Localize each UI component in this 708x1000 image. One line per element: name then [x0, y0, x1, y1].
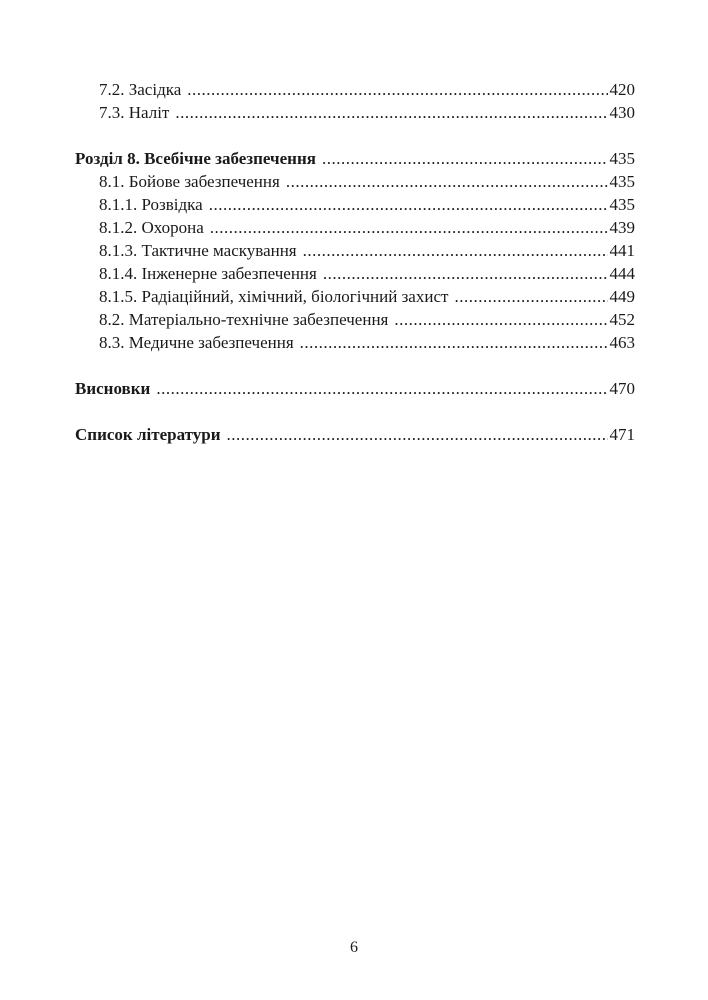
toc-entry-8-1-3[interactable]: [75, 239, 635, 262]
toc-entry-page: 444: [609, 264, 635, 283]
page-number: 6: [350, 939, 358, 956]
toc-entry-title: 8.1.5. Радіаційний, хімічний, біологічний захист: [99, 287, 449, 306]
toc-dot-leader: [454, 285, 607, 308]
toc-dot-leader: [175, 101, 607, 124]
toc-entry-title: 8.1. Бойове забезпечення: [99, 172, 280, 191]
toc-entry-page: 435: [609, 172, 635, 191]
toc-dot-leader: [322, 147, 608, 170]
toc-dot-leader: [286, 170, 608, 193]
toc-entry-title: 8.3. Медичне забезпечення: [99, 333, 294, 352]
toc-entry-title: 7.2. Засідка: [99, 80, 182, 99]
toc-entry-page: 449: [609, 287, 635, 306]
table-of-contents: [75, 78, 635, 446]
toc-section-page: 471: [609, 425, 635, 444]
toc-dot-leader: [303, 239, 608, 262]
toc-entry-page: 420: [609, 80, 635, 99]
spacer: [75, 354, 635, 377]
toc-entry-8-1-1[interactable]: [75, 193, 635, 216]
toc-section-title: Висновки: [75, 379, 151, 398]
toc-entry-7-2[interactable]: [75, 78, 635, 101]
toc-dot-leader: [187, 78, 607, 101]
toc-section-8[interactable]: [75, 147, 635, 170]
toc-section-title: Розділ 8. Всебічне забезпечення: [75, 149, 316, 168]
toc-section-page: 470: [609, 379, 635, 398]
spacer: [75, 124, 635, 147]
toc-dot-leader: [394, 308, 607, 331]
toc-entry-7-3[interactable]: [75, 101, 635, 124]
toc-entry-page: 439: [609, 218, 635, 237]
toc-entry-page: 463: [609, 333, 635, 352]
toc-entry-8-2[interactable]: [75, 308, 635, 331]
toc-section-page: 435: [609, 149, 635, 168]
toc-conclusions[interactable]: [75, 377, 635, 400]
spacer: [75, 400, 635, 423]
toc-entry-title: 8.1.4. Інженерне забезпечення: [99, 264, 317, 283]
toc-entry-title: 8.1.2. Охорона: [99, 218, 204, 237]
toc-dot-leader: [210, 216, 608, 239]
toc-entry-page: 441: [609, 241, 635, 260]
toc-entry-8-1-5[interactable]: [75, 285, 635, 308]
toc-entry-title: 8.1.1. Розвідка: [99, 195, 203, 214]
toc-entry-title: 8.2. Матеріально-технічне забезпечення: [99, 310, 389, 329]
toc-references[interactable]: [75, 423, 635, 446]
toc-entry-8-1[interactable]: [75, 170, 635, 193]
toc-entry-page: 452: [609, 310, 635, 329]
toc-dot-leader: [209, 193, 608, 216]
toc-dot-leader: [227, 423, 608, 446]
toc-dot-leader: [300, 331, 608, 354]
toc-entry-title: 7.3. Наліт: [99, 103, 170, 122]
toc-entry-8-1-4[interactable]: [75, 262, 635, 285]
toc-entry-8-1-2[interactable]: [75, 216, 635, 239]
toc-dot-leader: [156, 377, 607, 400]
toc-entry-title: 8.1.3. Тактичне маскування: [99, 241, 297, 260]
toc-entry-page: 435: [609, 195, 635, 214]
toc-section-title: Список літератури: [75, 425, 221, 444]
toc-entry-8-3[interactable]: [75, 331, 635, 354]
toc-entry-page: 430: [609, 103, 635, 122]
toc-dot-leader: [323, 262, 608, 285]
